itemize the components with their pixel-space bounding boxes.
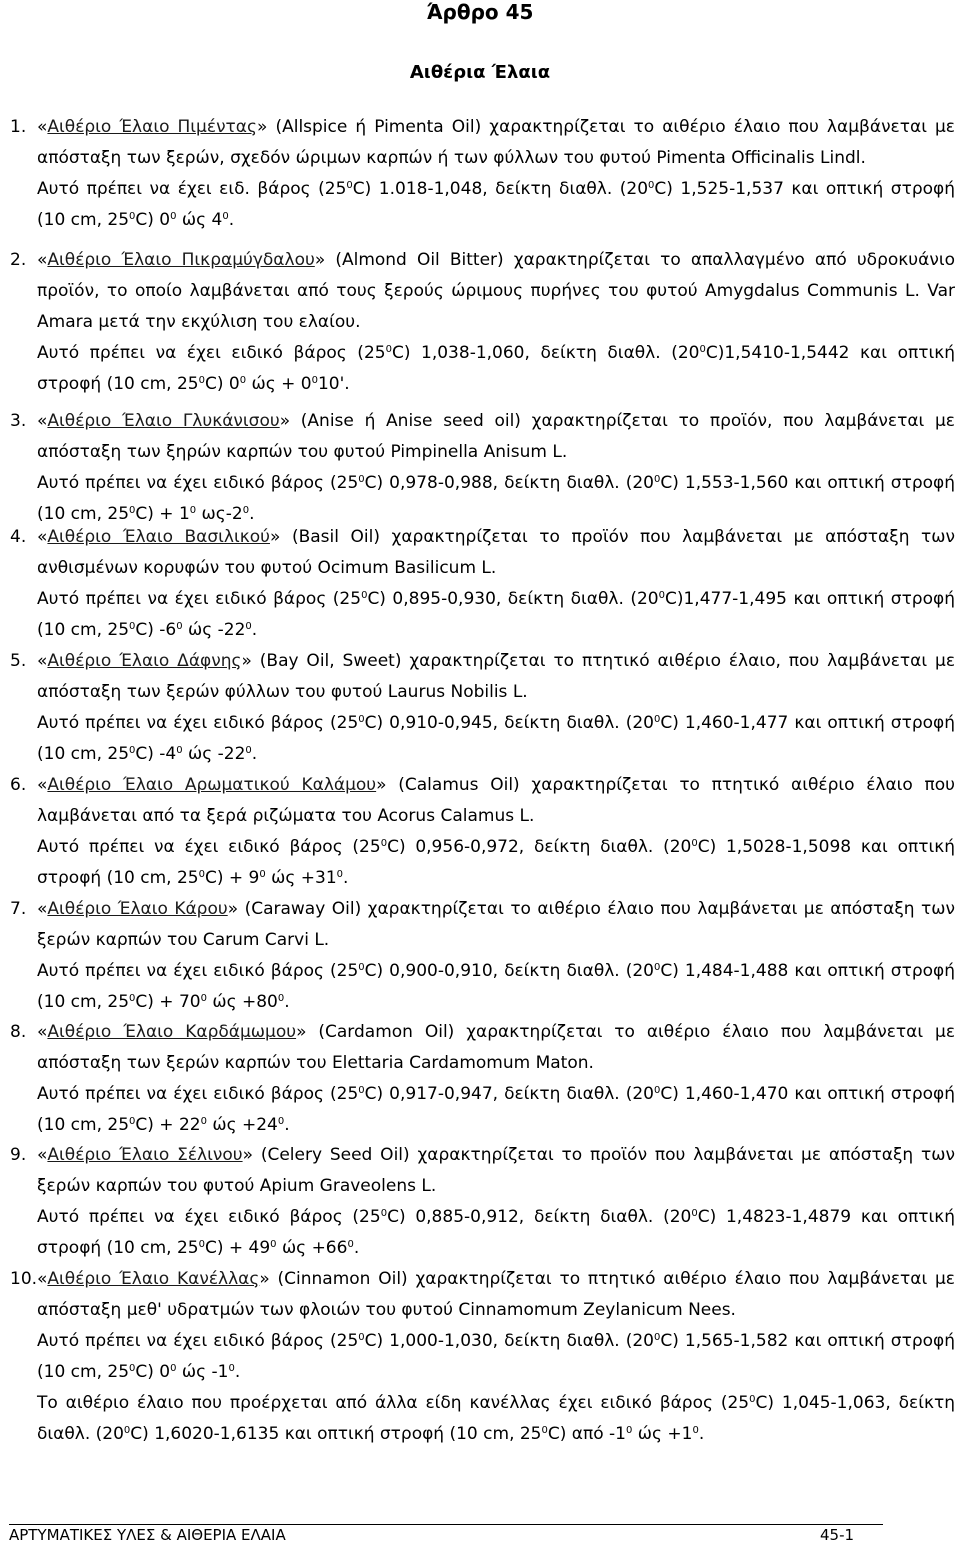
degree-superscript: 0: [200, 1116, 207, 1127]
oil-name: Αιθέριο Έλαιο Βασιλικού: [47, 527, 270, 547]
spec-text: C) 1,484-1,488 και οπτική στροφή (10 cm, 25: [37, 961, 955, 1012]
spec-text: C) 1,5028-1,5098 και οπτική στροφή (10 cm, 25: [37, 837, 955, 888]
spec-text: Αυτό πρέπει να έχει ειδικό βάρος (25: [37, 473, 359, 493]
spec-text: Αυτό πρέπει να έχει ειδικό βάρος (25: [37, 589, 362, 609]
spec-text: C) 0,910-0,945, δείκτη διαθλ. (20: [364, 713, 654, 733]
degree-superscript: 0: [176, 745, 183, 756]
spec-text: C) 0: [204, 374, 240, 394]
spec-text: C) 0: [135, 210, 171, 230]
list-item: [10, 1017, 955, 1141]
item-extra-specifications: [10, 1388, 955, 1450]
degree-superscript: 0: [626, 1425, 633, 1436]
degree-superscript: 0: [336, 869, 344, 880]
degree-superscript: 0: [129, 1363, 136, 1374]
quote-close: »: [296, 1022, 307, 1042]
item-description: [10, 1264, 955, 1326]
item-text: (Allspice ή Pimenta Oil) χαρακτηρίζεται το αιθέριο έλαιο που λαμβάνεται με απόσταξη των ξερών, σχεδόν ώριμων καρπών ή των φύλλων του φυτού Pimenta Officinalis Lindl.: [37, 117, 955, 168]
item-number: 4.: [10, 527, 27, 547]
spec-text: .: [251, 744, 258, 764]
spec-text: C) 0,978-0,988, δείκτη διαθλ. (20: [364, 473, 654, 493]
list-item: [10, 1264, 955, 1450]
quote-close: »: [314, 250, 326, 270]
spec-text: .: [353, 1238, 360, 1258]
spec-text: .: [284, 1115, 290, 1135]
spec-text: C) 1,525-1,537 και οπτική στροφή (10 cm, 25: [37, 179, 955, 230]
spec-text: ώς +80: [206, 992, 278, 1012]
degree-superscript: 0: [358, 962, 365, 973]
quote-open: «: [37, 1145, 48, 1165]
spec-text: ώς 4: [176, 210, 223, 230]
quote-open: «: [37, 899, 48, 919]
list-item: [10, 646, 955, 770]
degree-superscript: 0: [228, 1363, 235, 1374]
spec-text: Αυτό πρέπει να έχει ειδικό βάρος (25: [37, 1084, 359, 1104]
spec-text: .: [249, 504, 255, 524]
spec-text: C) 0,900-0,910, δείκτη διαθλ. (20: [364, 961, 654, 981]
spec-text: Αυτό πρέπει να έχει ειδικό βάρος (25: [37, 713, 359, 733]
degree-superscript: 0: [749, 1394, 756, 1405]
item-specifications: [10, 832, 955, 894]
spec-text: ώς + 0: [246, 374, 312, 394]
spec-text: Αυτό πρέπει να έχει ειδικό βάρος (25: [37, 837, 381, 857]
spec-text: C) -6: [135, 620, 177, 640]
item-number: 2.: [10, 250, 27, 270]
footer-section-title: ΑΡΤΥΜΑΤΙΚΕΣ ΥΛΕΣ & ΑΙΘΕΡΙΑ ΕΛΑΙΑ: [9, 1526, 286, 1544]
spec-text: C) 0,917-0,947, δείκτη διαθλ. (20: [364, 1084, 654, 1104]
degree-superscript: 0: [245, 745, 252, 756]
spec-text: Αυτό πρέπει να έχει ειδικό βάρος (25: [37, 1331, 359, 1351]
oil-name: Αιθέριο Έλαιο Πικραμύγδαλου: [47, 250, 315, 270]
oil-name: Αιθέριο Έλαιο Πιμέντας: [47, 117, 257, 137]
list-item: [10, 894, 955, 1018]
quote-open: «: [37, 651, 48, 671]
oil-name: Αιθέριο Έλαιο Κάρου: [47, 899, 228, 919]
spec-text: C) 1,6020-1,6135 και οπτική στροφή (10 cm, 25: [130, 1424, 542, 1444]
degree-superscript: 0: [222, 211, 229, 222]
degree-superscript: 0: [200, 993, 207, 1004]
degree-superscript: 0: [653, 1332, 661, 1343]
item-number: 10.: [10, 1269, 38, 1289]
item-specifications: [10, 956, 955, 1018]
degree-superscript: 0: [311, 375, 318, 386]
item-number: 7.: [10, 899, 27, 919]
spec-text: C) + 70: [135, 992, 201, 1012]
footer-page-number: 45-1: [820, 1526, 855, 1544]
degree-superscript: 0: [129, 211, 136, 222]
quote-open: «: [37, 1022, 48, 1042]
item-text: (Bay Oil, Sweet) χαρακτηρίζεται το πτητικό αιθέριο έλαιο, που λαμβάνεται με απόσταξη των ξερών φύλλων του φυτού Laurus Nobilis L.: [37, 651, 956, 702]
degree-superscript: 0: [123, 1425, 131, 1436]
item-number: 3.: [10, 411, 27, 431]
degree-superscript: 0: [699, 344, 706, 355]
degree-superscript: 0: [239, 375, 247, 386]
degree-superscript: 0: [245, 621, 252, 632]
oil-name: Αιθέριο Έλαιο Κανέλλας: [47, 1269, 260, 1289]
degree-superscript: 0: [385, 344, 392, 355]
list-item: [10, 522, 955, 646]
spec-text: .: [343, 868, 349, 888]
spec-text: .: [284, 992, 290, 1012]
spec-text: C) 0,885-0,912, δείκτη διαθλ. (20: [387, 1207, 692, 1227]
spec-text: C)1,5410-1,5442 και οπτική στροφή (10 cm, 25: [37, 343, 955, 394]
spec-text: Αυτό πρέπει να έχει ειδ. βάρος (25: [37, 179, 347, 199]
spec-text: Αυτό πρέπει να έχει ειδικό βάρος (25: [37, 343, 386, 363]
item-specifications: [10, 338, 955, 400]
spec-text: C) 1.018-1,048, δείκτη διαθλ. (20: [352, 179, 649, 199]
item-text: (Celery Seed Oil) χαρακτηρίζεται το προϊόν που λαμβάνεται με απόσταξη των ξερών καρπών του φυτού Apium Graveolens L.: [37, 1145, 956, 1196]
quote-open: «: [37, 411, 48, 431]
quote-close: »: [256, 117, 268, 137]
item-description: [10, 646, 955, 708]
degree-superscript: 0: [653, 474, 661, 485]
degree-superscript: 0: [259, 869, 266, 880]
degree-superscript: 0: [347, 1239, 354, 1250]
article-subtitle: Αιθέρια Έλαια: [409, 62, 551, 83]
spec-text: ως-2: [196, 504, 243, 524]
spec-text: C) + 22: [135, 1115, 201, 1135]
spec-text: ώς +31: [265, 868, 337, 888]
degree-superscript: 0: [277, 1116, 285, 1127]
degree-superscript: 0: [277, 993, 285, 1004]
spec-text: C) 1,4823-1,4879 και οπτική στροφή (10 cm, 25: [37, 1207, 955, 1258]
degree-superscript: 0: [541, 1425, 548, 1436]
spec-text: Το αιθέριο έλαιο που προέρχεται από άλλα είδη κανέλλας έχει ειδικό βάρος (25: [37, 1393, 750, 1413]
degree-superscript: 0: [129, 745, 136, 756]
item-number: 8.: [10, 1022, 27, 1042]
item-specifications: [10, 1326, 955, 1388]
item-number: 5.: [10, 651, 27, 671]
degree-superscript: 0: [198, 375, 205, 386]
degree-superscript: 0: [691, 1208, 698, 1219]
degree-superscript: 0: [170, 1363, 177, 1374]
item-specifications: [10, 1202, 955, 1264]
oil-name: Αιθέριο Έλαιο Σέλινου: [47, 1145, 243, 1165]
spec-text: C) 1,565-1,582 και οπτική στροφή (10 cm, 25: [37, 1331, 955, 1382]
spec-text: C) + 1: [135, 504, 190, 524]
spec-text: C) + 49: [204, 1238, 271, 1258]
spec-text: .: [228, 210, 235, 230]
spec-text: ώς +1: [632, 1424, 693, 1444]
item-specifications: [10, 708, 955, 770]
degree-superscript: 0: [242, 505, 250, 516]
degree-superscript: 0: [358, 1085, 365, 1096]
spec-text: ώς -22: [182, 744, 246, 764]
item-specifications: [10, 1079, 955, 1141]
oil-name: Αιθέριο Έλαιο Αρωματικού Καλάμου: [47, 775, 377, 795]
article-title: Άρθρο 45: [426, 0, 534, 24]
degree-superscript: 0: [691, 838, 698, 849]
spec-text: C) 1,460-1,477 και οπτική στροφή (10 cm, 25: [37, 713, 955, 764]
spec-text: C) 0: [135, 1362, 171, 1382]
degree-superscript: 0: [648, 180, 655, 191]
list-item: [10, 770, 955, 894]
item-text: (Basil Oil) χαρακτηρίζεται το προϊόν που λαμβάνεται με απόσταξη των ανθισμένων κορυφών του φυτού Ocimum Basilicum L.: [37, 527, 955, 578]
item-text: (Cardamon Oil) χαρακτηρίζεται το αιθέριο έλαιο που λαμβάνεται με απόσταξη των ξερών καρπών του Elettaria Cardamomum Maton.: [37, 1022, 956, 1073]
item-text: (Cinnamon Oil) χαρακτηρίζεται το πτητικό αιθέριο έλαιο που λαμβάνεται με απόσταξη μεθ' υδρατμών των φλοιών του φυτού Cinnamomum Zeylanicum Nees.: [37, 1269, 955, 1320]
spec-text: 10'.: [317, 374, 350, 394]
list-item: [10, 112, 955, 236]
item-description: [10, 1017, 955, 1079]
quote-close: »: [269, 527, 281, 547]
spec-text: .: [234, 1362, 241, 1382]
spec-text: C) 0,895-0,930, δείκτη διαθλ. (20: [367, 589, 659, 609]
degree-superscript: 0: [346, 180, 353, 191]
spec-text: C) 0,956-0,972, δείκτη διαθλ. (20: [387, 837, 692, 857]
spec-text: C) 1,045-1,063, δείκτη διαθλ. (20: [37, 1393, 955, 1444]
quote-close: »: [242, 1145, 253, 1165]
item-text: (Almond Oil Bitter) χαρακτηρίζεται το απαλλαγμένο από υδροκυάνιο προϊόν, το οποίο λαμβάνεται από τους ξερούς ώριμους πυρήνες του φυτού Amygdalus Communis L. Var Amara μετά την εκχύλιση του ελαίου.: [37, 250, 955, 332]
quote-open: «: [37, 527, 48, 547]
degree-superscript: 0: [380, 1208, 388, 1219]
spec-text: C) 1,038-1,060, δείκτη διαθλ. (20: [391, 343, 700, 363]
spec-text: Αυτό πρέπει να έχει ειδικό βάρος (25: [37, 1207, 381, 1227]
spec-text: C) 1,553-1,560 και οπτική στροφή (10 cm, 25: [37, 473, 955, 524]
item-description: [10, 245, 955, 338]
item-description: [10, 112, 955, 174]
spec-text: C) 1,000-1,030, δείκτη διαθλ. (20: [364, 1331, 654, 1351]
item-text: (Calamus Oil) χαρακτηρίζεται το πτητικό αιθέριο έλαιο που λαμβάνεται από τα ξερά ριζώματα του Acorus Calamus L.: [37, 775, 956, 826]
spec-text: .: [251, 620, 258, 640]
item-description: [10, 1140, 955, 1202]
degree-superscript: 0: [189, 505, 197, 516]
degree-superscript: 0: [361, 590, 368, 601]
oil-name: Αιθέριο Έλαιο Καρδάμωμου: [47, 1022, 297, 1042]
item-description: [10, 770, 955, 832]
quote-close: »: [376, 775, 387, 795]
degree-superscript: 0: [692, 1425, 699, 1436]
degree-superscript: 0: [358, 474, 365, 485]
quote-open: «: [37, 117, 48, 137]
spec-text: C)1,477-1,495 και οπτική στροφή (10 cm, 25: [37, 589, 955, 640]
item-number: 6.: [10, 775, 27, 795]
spec-text: C) + 9: [204, 868, 260, 888]
list-item: [10, 1140, 955, 1264]
quote-close: »: [279, 411, 291, 431]
oil-name: Αιθέριο Έλαιο Γλυκάνισου: [47, 411, 280, 431]
item-description: [10, 894, 955, 956]
spec-text: Αυτό πρέπει να έχει ειδικό βάρος (25: [37, 961, 359, 981]
degree-superscript: 0: [653, 962, 661, 973]
quote-close: »: [227, 899, 239, 919]
item-specifications: [10, 584, 955, 646]
degree-superscript: 0: [129, 621, 136, 632]
degree-superscript: 0: [129, 505, 136, 516]
degree-superscript: 0: [270, 1239, 277, 1250]
degree-superscript: 0: [358, 1332, 365, 1343]
degree-superscript: 0: [129, 1116, 136, 1127]
spec-text: ώς +24: [206, 1115, 278, 1135]
item-specifications: [10, 468, 955, 530]
degree-superscript: 0: [176, 621, 183, 632]
oil-name: Αιθέριο Έλαιο Δάφνης: [47, 651, 242, 671]
item-number: 9.: [10, 1145, 27, 1165]
degree-superscript: 0: [198, 869, 205, 880]
spec-text: ώς -1: [176, 1362, 229, 1382]
item-description: [10, 522, 955, 584]
list-item: [10, 245, 955, 400]
spec-text: .: [698, 1424, 705, 1444]
spec-text: C) 1,460-1,470 και οπτική στροφή (10 cm, 25: [37, 1084, 955, 1135]
spec-text: ώς +66: [276, 1238, 348, 1258]
quote-open: «: [37, 1269, 48, 1289]
degree-superscript: 0: [198, 1239, 205, 1250]
item-number: 1.: [10, 117, 27, 137]
item-specifications: [10, 174, 955, 236]
quote-open: «: [37, 250, 48, 270]
degree-superscript: 0: [129, 993, 136, 1004]
item-text: (Caraway Oil) χαρακτηρίζεται το αιθέριο έλαιο που λαμβάνεται με απόσταξη των ξερών καρπών του Carum Carvi L.: [37, 899, 955, 950]
degree-superscript: 0: [653, 1085, 661, 1096]
degree-superscript: 0: [380, 838, 388, 849]
item-description: [10, 406, 955, 468]
spec-text: C) -4: [135, 744, 177, 764]
quote-open: «: [37, 775, 48, 795]
spec-text: C) από -1: [547, 1424, 626, 1444]
quote-close: »: [259, 1269, 270, 1289]
degree-superscript: 0: [358, 714, 365, 725]
item-text: (Anise ή Anise seed oil) χαρακτηρίζεται το προϊόν, που λαμβάνεται με απόσταξη των ξηρών καρπών του φυτού Pimpinella Anisum L.: [37, 411, 955, 462]
degree-superscript: 0: [653, 714, 661, 725]
degree-superscript: 0: [658, 590, 665, 601]
spec-text: ώς -22: [182, 620, 246, 640]
degree-superscript: 0: [170, 211, 177, 222]
list-item: [10, 406, 955, 530]
quote-close: »: [241, 651, 252, 671]
